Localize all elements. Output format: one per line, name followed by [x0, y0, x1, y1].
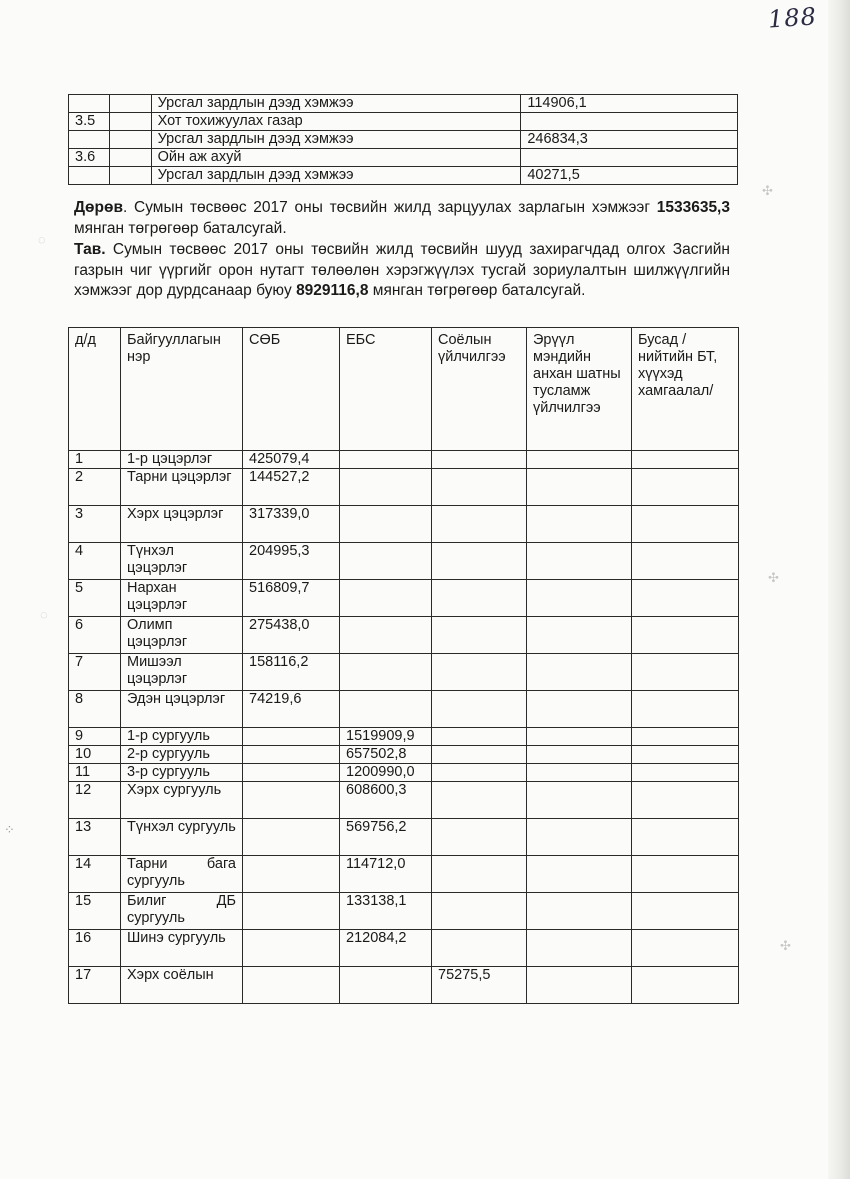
- transfer-table-row: [69, 506, 739, 543]
- paragraph-five-text-a: Сумын төсвөөс 2017 оны төсвийн жилд төсвийн шууд захирагчдад олгох Засгийн газрын чиг үүргийг орон нутагт төлөөлөн хэрэгжүүлэх тусгай зориулалтын шилжүүлгийн хэмжээг дор дурдсанаар буюу: [74, 241, 730, 299]
- column-header: д/д: [69, 328, 121, 451]
- row-number-cell: 2: [69, 469, 121, 506]
- ebs-amount-cell: 1200990,0: [340, 764, 432, 782]
- ebs-amount-cell: [340, 617, 432, 654]
- item-name-cell: Хот тохижуулах газар: [151, 113, 521, 131]
- health-amount-cell: [527, 746, 632, 764]
- culture-amount-cell: [432, 782, 527, 819]
- other-amount-cell: [632, 691, 739, 728]
- ebs-amount-cell: 657502,8: [340, 746, 432, 764]
- culture-amount-cell: [432, 728, 527, 746]
- transfer-table-row: [69, 819, 739, 856]
- culture-amount-cell: [432, 764, 527, 782]
- organization-name-cell: Хэрх цэцэрлэг: [121, 506, 243, 543]
- transfer-table-row: [69, 967, 739, 1004]
- other-amount-cell: [632, 746, 739, 764]
- scan-smudge: ✣: [762, 183, 773, 198]
- culture-amount-cell: [432, 451, 527, 469]
- row-number-cell: 17: [69, 967, 121, 1004]
- row-number-cell: 3: [69, 506, 121, 543]
- culture-amount-cell: [432, 580, 527, 617]
- ebs-amount-cell: 133138,1: [340, 893, 432, 930]
- row-number-cell: 11: [69, 764, 121, 782]
- transfer-table-row: [69, 930, 739, 967]
- ebs-amount-cell: 569756,2: [340, 819, 432, 856]
- transfer-table-row: [69, 654, 739, 691]
- health-amount-cell: [527, 543, 632, 580]
- culture-amount-cell: [432, 506, 527, 543]
- organization-name-cell: 1-р цэцэрлэг: [121, 451, 243, 469]
- sub-number-cell: [110, 149, 151, 167]
- health-amount-cell: [527, 654, 632, 691]
- culture-amount-cell: [432, 691, 527, 728]
- sob-amount-cell: [243, 728, 340, 746]
- other-amount-cell: [632, 451, 739, 469]
- column-header: Бусад /нийтийн БТ, хүүхэд хамгаалал/: [632, 328, 739, 451]
- ebs-amount-cell: [340, 506, 432, 543]
- amount-cell: [521, 113, 738, 131]
- culture-amount-cell: [432, 930, 527, 967]
- paragraph-five-amount: 8929116,8: [296, 282, 369, 299]
- page-edge-shadow: [828, 0, 850, 1179]
- ebs-amount-cell: 114712,0: [340, 856, 432, 893]
- top-table-row: [69, 149, 738, 167]
- transfer-table-row: [69, 746, 739, 764]
- health-amount-cell: [527, 819, 632, 856]
- ebs-amount-cell: 608600,3: [340, 782, 432, 819]
- paragraph-five-lead: Тав.: [74, 241, 106, 258]
- transfer-table-row: [69, 764, 739, 782]
- organization-name-cell: Хэрх сургууль: [121, 782, 243, 819]
- organization-name-cell: Түнхэл цэцэрлэг: [121, 543, 243, 580]
- organization-name-cell: Эдэн цэцэрлэг: [121, 691, 243, 728]
- sob-amount-cell: [243, 856, 340, 893]
- transfer-table: [68, 327, 739, 1004]
- organization-name-cell: Хэрх соёлын: [121, 967, 243, 1004]
- culture-amount-cell: [432, 617, 527, 654]
- paragraph-five: [74, 240, 730, 302]
- sob-amount-cell: [243, 819, 340, 856]
- sob-amount-cell: 425079,4: [243, 451, 340, 469]
- culture-amount-cell: [432, 654, 527, 691]
- other-amount-cell: [632, 967, 739, 1004]
- health-amount-cell: [527, 856, 632, 893]
- ebs-amount-cell: 212084,2: [340, 930, 432, 967]
- other-amount-cell: [632, 782, 739, 819]
- row-number-cell: 10: [69, 746, 121, 764]
- top-table-row: [69, 95, 738, 113]
- amount-cell: 114906,1: [521, 95, 738, 113]
- amount-cell: 246834,3: [521, 131, 738, 149]
- item-name-cell: Ойн аж ахуй: [151, 149, 521, 167]
- column-header: Байгууллагын нэр: [121, 328, 243, 451]
- sob-amount-cell: [243, 930, 340, 967]
- row-number-cell: 16: [69, 930, 121, 967]
- row-number-cell: 14: [69, 856, 121, 893]
- transfer-table-header-row: [69, 328, 739, 451]
- row-number-cell: 5: [69, 580, 121, 617]
- culture-amount-cell: [432, 543, 527, 580]
- paragraph-four-amount: 1533635,3: [656, 199, 730, 216]
- paragraph-four-text-b: мянган төгрөгөөр баталсугай.: [74, 219, 287, 237]
- row-number-cell: 9: [69, 728, 121, 746]
- health-amount-cell: [527, 782, 632, 819]
- other-amount-cell: [632, 819, 739, 856]
- organization-name-cell: Мишээл цэцэрлэг: [121, 654, 243, 691]
- paragraph-four-lead: Дөрөв: [74, 199, 123, 216]
- budget-top-table: [68, 94, 738, 185]
- other-amount-cell: [632, 543, 739, 580]
- organization-name-cell: Билиг ДБ сургууль: [121, 893, 243, 930]
- culture-amount-cell: [432, 469, 527, 506]
- ebs-amount-cell: [340, 543, 432, 580]
- row-number-cell: 1: [69, 451, 121, 469]
- scan-smudge: ✣: [768, 570, 779, 585]
- paragraph-four-text-a: . Сумын төсвөөс 2017 оны төсвийн жилд зарцуулах зарлагын хэмжээг: [122, 199, 657, 216]
- ebs-amount-cell: [340, 451, 432, 469]
- row-number-cell: 3.6: [69, 149, 110, 167]
- sub-number-cell: [110, 131, 151, 149]
- organization-name-cell: Олимп цэцэрлэг: [121, 617, 243, 654]
- health-amount-cell: [527, 469, 632, 506]
- health-amount-cell: [527, 506, 632, 543]
- transfer-table-row: [69, 469, 739, 506]
- organization-name-cell: Түнхэл сургууль: [121, 819, 243, 856]
- organization-name-cell: Тарни цэцэрлэг: [121, 469, 243, 506]
- health-amount-cell: [527, 728, 632, 746]
- health-amount-cell: [527, 930, 632, 967]
- column-header: Эрүүл мэндийн анхан шатны тусламж үйлчилгээ: [527, 328, 632, 451]
- transfer-table-row: [69, 728, 739, 746]
- top-table-row: [69, 131, 738, 149]
- transfer-table-row: [69, 580, 739, 617]
- other-amount-cell: [632, 728, 739, 746]
- culture-amount-cell: [432, 819, 527, 856]
- sob-amount-cell: [243, 967, 340, 1004]
- row-number-cell: [69, 95, 110, 113]
- sub-number-cell: [110, 113, 151, 131]
- row-number-cell: 13: [69, 819, 121, 856]
- sob-amount-cell: [243, 782, 340, 819]
- row-number-cell: [69, 131, 110, 149]
- row-number-cell: 12: [69, 782, 121, 819]
- item-name-cell: Урсгал зардлын дээд хэмжээ: [151, 167, 521, 185]
- sob-amount-cell: [243, 764, 340, 782]
- ebs-amount-cell: [340, 691, 432, 728]
- scan-smudge: ⁘: [4, 822, 15, 837]
- top-table-row: [69, 113, 738, 131]
- health-amount-cell: [527, 893, 632, 930]
- other-amount-cell: [632, 506, 739, 543]
- sob-amount-cell: 74219,6: [243, 691, 340, 728]
- amount-cell: 40271,5: [521, 167, 738, 185]
- sob-amount-cell: 204995,3: [243, 543, 340, 580]
- row-number-cell: 4: [69, 543, 121, 580]
- item-name-cell: Урсгал зардлын дээд хэмжээ: [151, 95, 521, 113]
- other-amount-cell: [632, 856, 739, 893]
- transfer-table-row: [69, 691, 739, 728]
- health-amount-cell: [527, 691, 632, 728]
- health-amount-cell: [527, 617, 632, 654]
- row-number-cell: [69, 167, 110, 185]
- organization-name-cell: Тарни бага сургууль: [121, 856, 243, 893]
- ebs-amount-cell: [340, 967, 432, 1004]
- organization-name-cell: 1-р сургууль: [121, 728, 243, 746]
- transfer-table-row: [69, 893, 739, 930]
- sub-number-cell: [110, 167, 151, 185]
- sob-amount-cell: 158116,2: [243, 654, 340, 691]
- handwritten-page-number: 188: [767, 2, 818, 34]
- other-amount-cell: [632, 654, 739, 691]
- scan-smudge: ✣: [780, 938, 791, 953]
- ebs-amount-cell: [340, 469, 432, 506]
- culture-amount-cell: 75275,5: [432, 967, 527, 1004]
- row-number-cell: 7: [69, 654, 121, 691]
- sub-number-cell: [110, 95, 151, 113]
- transfer-table-row: [69, 782, 739, 819]
- column-header: СӨБ: [243, 328, 340, 451]
- column-header: ЕБС: [340, 328, 432, 451]
- row-number-cell: 3.5: [69, 113, 110, 131]
- other-amount-cell: [632, 893, 739, 930]
- sob-amount-cell: 516809,7: [243, 580, 340, 617]
- top-table-row: [69, 167, 738, 185]
- culture-amount-cell: [432, 746, 527, 764]
- health-amount-cell: [527, 451, 632, 469]
- other-amount-cell: [632, 930, 739, 967]
- organization-name-cell: Шинэ сургууль: [121, 930, 243, 967]
- other-amount-cell: [632, 764, 739, 782]
- transfer-table-row: [69, 856, 739, 893]
- sob-amount-cell: [243, 746, 340, 764]
- sob-amount-cell: [243, 893, 340, 930]
- sob-amount-cell: 317339,0: [243, 506, 340, 543]
- transfer-table-row: [69, 451, 739, 469]
- health-amount-cell: [527, 764, 632, 782]
- ebs-amount-cell: 1519909,9: [340, 728, 432, 746]
- transfer-table-row: [69, 617, 739, 654]
- scan-smudge: ◌: [40, 607, 48, 622]
- paragraph-five-text-b: мянган төгрөгөөр баталсугай.: [368, 282, 586, 299]
- row-number-cell: 6: [69, 617, 121, 654]
- sob-amount-cell: 144527,2: [243, 469, 340, 506]
- other-amount-cell: [632, 617, 739, 654]
- health-amount-cell: [527, 580, 632, 617]
- other-amount-cell: [632, 469, 739, 506]
- culture-amount-cell: [432, 856, 527, 893]
- organization-name-cell: 3-р сургууль: [121, 764, 243, 782]
- row-number-cell: 8: [69, 691, 121, 728]
- column-header: Соёлын үйлчилгээ: [432, 328, 527, 451]
- ebs-amount-cell: [340, 580, 432, 617]
- transfer-table-row: [69, 543, 739, 580]
- other-amount-cell: [632, 580, 739, 617]
- organization-name-cell: 2-р сургууль: [121, 746, 243, 764]
- culture-amount-cell: [432, 893, 527, 930]
- row-number-cell: 15: [69, 893, 121, 930]
- organization-name-cell: Нархан цэцэрлэг: [121, 580, 243, 617]
- sob-amount-cell: 275438,0: [243, 617, 340, 654]
- amount-cell: [521, 149, 738, 167]
- scan-smudge: ◌: [38, 232, 46, 247]
- paragraph-four: [74, 198, 730, 239]
- ebs-amount-cell: [340, 654, 432, 691]
- item-name-cell: Урсгал зардлын дээд хэмжээ: [151, 131, 521, 149]
- health-amount-cell: [527, 967, 632, 1004]
